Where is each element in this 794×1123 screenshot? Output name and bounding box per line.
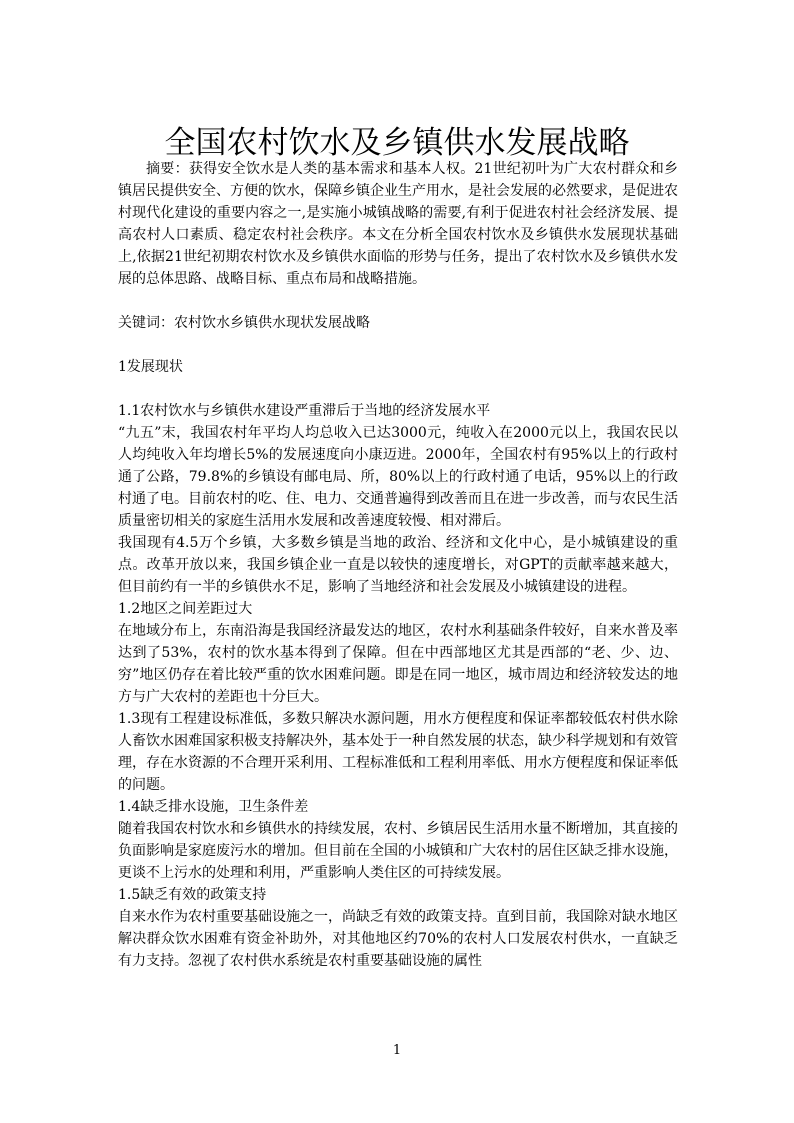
body-paragraph: 在地域分布上，东南沿海是我国经济最发达的地区，农村水利基础条件较好，自来水普及率达到了53%，农村的饮水基本得到了保障。但在中西部地区尤其是西部的“老、少、边、穷”地区仍存在着比较严重的饮水困难问题。即是在同一地区，城市周边和经济较发达的地方与广大农村的差距也十分巨大。 (118, 623, 678, 705)
section-heading: 1发展现状 (118, 359, 183, 375)
subsection-heading: 1.2地区之间差距过大 (118, 601, 253, 617)
spacer (118, 290, 678, 312)
body-paragraph: 自来水作为农村重要基础设施之一，尚缺乏有效的政策支持。直到目前，我国除对缺水地区解决群众饮水困难有资金补助外，对其他地区约70%的农村人口发展农村供水，一直缺乏有力支持。忽视了农村供水系统是农村重要基础设施的属性 (118, 909, 678, 969)
subsection-heading: 1.1农村饮水与乡镇供水建设严重滞后于当地的经济发展水平 (118, 403, 491, 419)
document-body (118, 158, 678, 972)
subsection-heading: 1.4缺乏排水设施，卫生条件差 (118, 799, 309, 815)
document-title: 全国农村饮水及乡镇供水发展战略 (164, 124, 630, 161)
body-paragraph: “九五”末，我国农村年平均人均总收入已达3000元，纯收入在2000元以上，我国农民以人均纯收入年均增长5%的发展速度向小康迈进。2000年，全国农村有95%以上的行政村通了公路，79.8%的乡镇设有邮电局、所，80%以上的行政村通了电话，95%以上的行政村通了电。目前农村的吃、住、电力、交通普遍得到改善而且在进一步改善，而与农民生活质量密切相关的家庭生活用水发展和改善速度较慢、相对滞后。 (118, 425, 678, 529)
spacer (118, 334, 678, 356)
abstract-paragraph: 摘要：获得安全饮水是人类的基本需求和基本人权。21世纪初叶为广大农村群众和乡镇居民提供安全、方便的饮水，保障乡镇企业生产用水，是社会发展的必然要求，是促进农村现代化建设的重要内容之一,是实施小城镇战略的需要,有利于促进农村社会经济发展、提高农村人口素质、稳定农村社会秩序。本文在分析全国农村饮水及乡镇供水发展现状基础上,依据21世纪初期农村饮水及乡镇供水面临的形势与任务，提出了农村饮水及乡镇供水发展的总体思路、战略目标、重点布局和战略措施。 (118, 161, 678, 287)
body-paragraph: 1.3现有工程建设标准低，多数只解决水源问题，用水方便程度和保证率都较低农村供水除人畜饮水困难国家积极支持解决外，基本处于一种自然发展的状态，缺少科学规划和有效管理，存在水资源的不合理开采利用、工程标准低和工程利用率低、用水方便程度和保证率低的问题。 (118, 711, 678, 793)
spacer (118, 378, 678, 400)
subsection-heading: 1.5缺乏有效的政策支持 (118, 887, 267, 903)
body-paragraph: 我国现有4.5万个乡镇，大多数乡镇是当地的政治、经济和文化中心，是小城镇建设的重点。改革开放以来，我国乡镇企业一直是以较快的速度增长，对GPT的贡献率越来越大，但目前约有一半的乡镇供水不足，影响了当地经济和社会发展及小城镇建设的进程。 (118, 535, 678, 595)
keywords-line: 关键词：农村饮水乡镇供水现状发展战略 (118, 315, 370, 331)
page-number: 1 (392, 1043, 402, 1058)
body-paragraph: 随着我国农村饮水和乡镇供水的持续发展，农村、乡镇居民生活用水量不断增加，其直接的负面影响是家庭废污水的增加。但目前在全国的小城镇和广大农村的居住区缺乏排水设施，更谈不上污水的处理和利用，严重影响人类住区的可持续发展。 (118, 821, 678, 881)
